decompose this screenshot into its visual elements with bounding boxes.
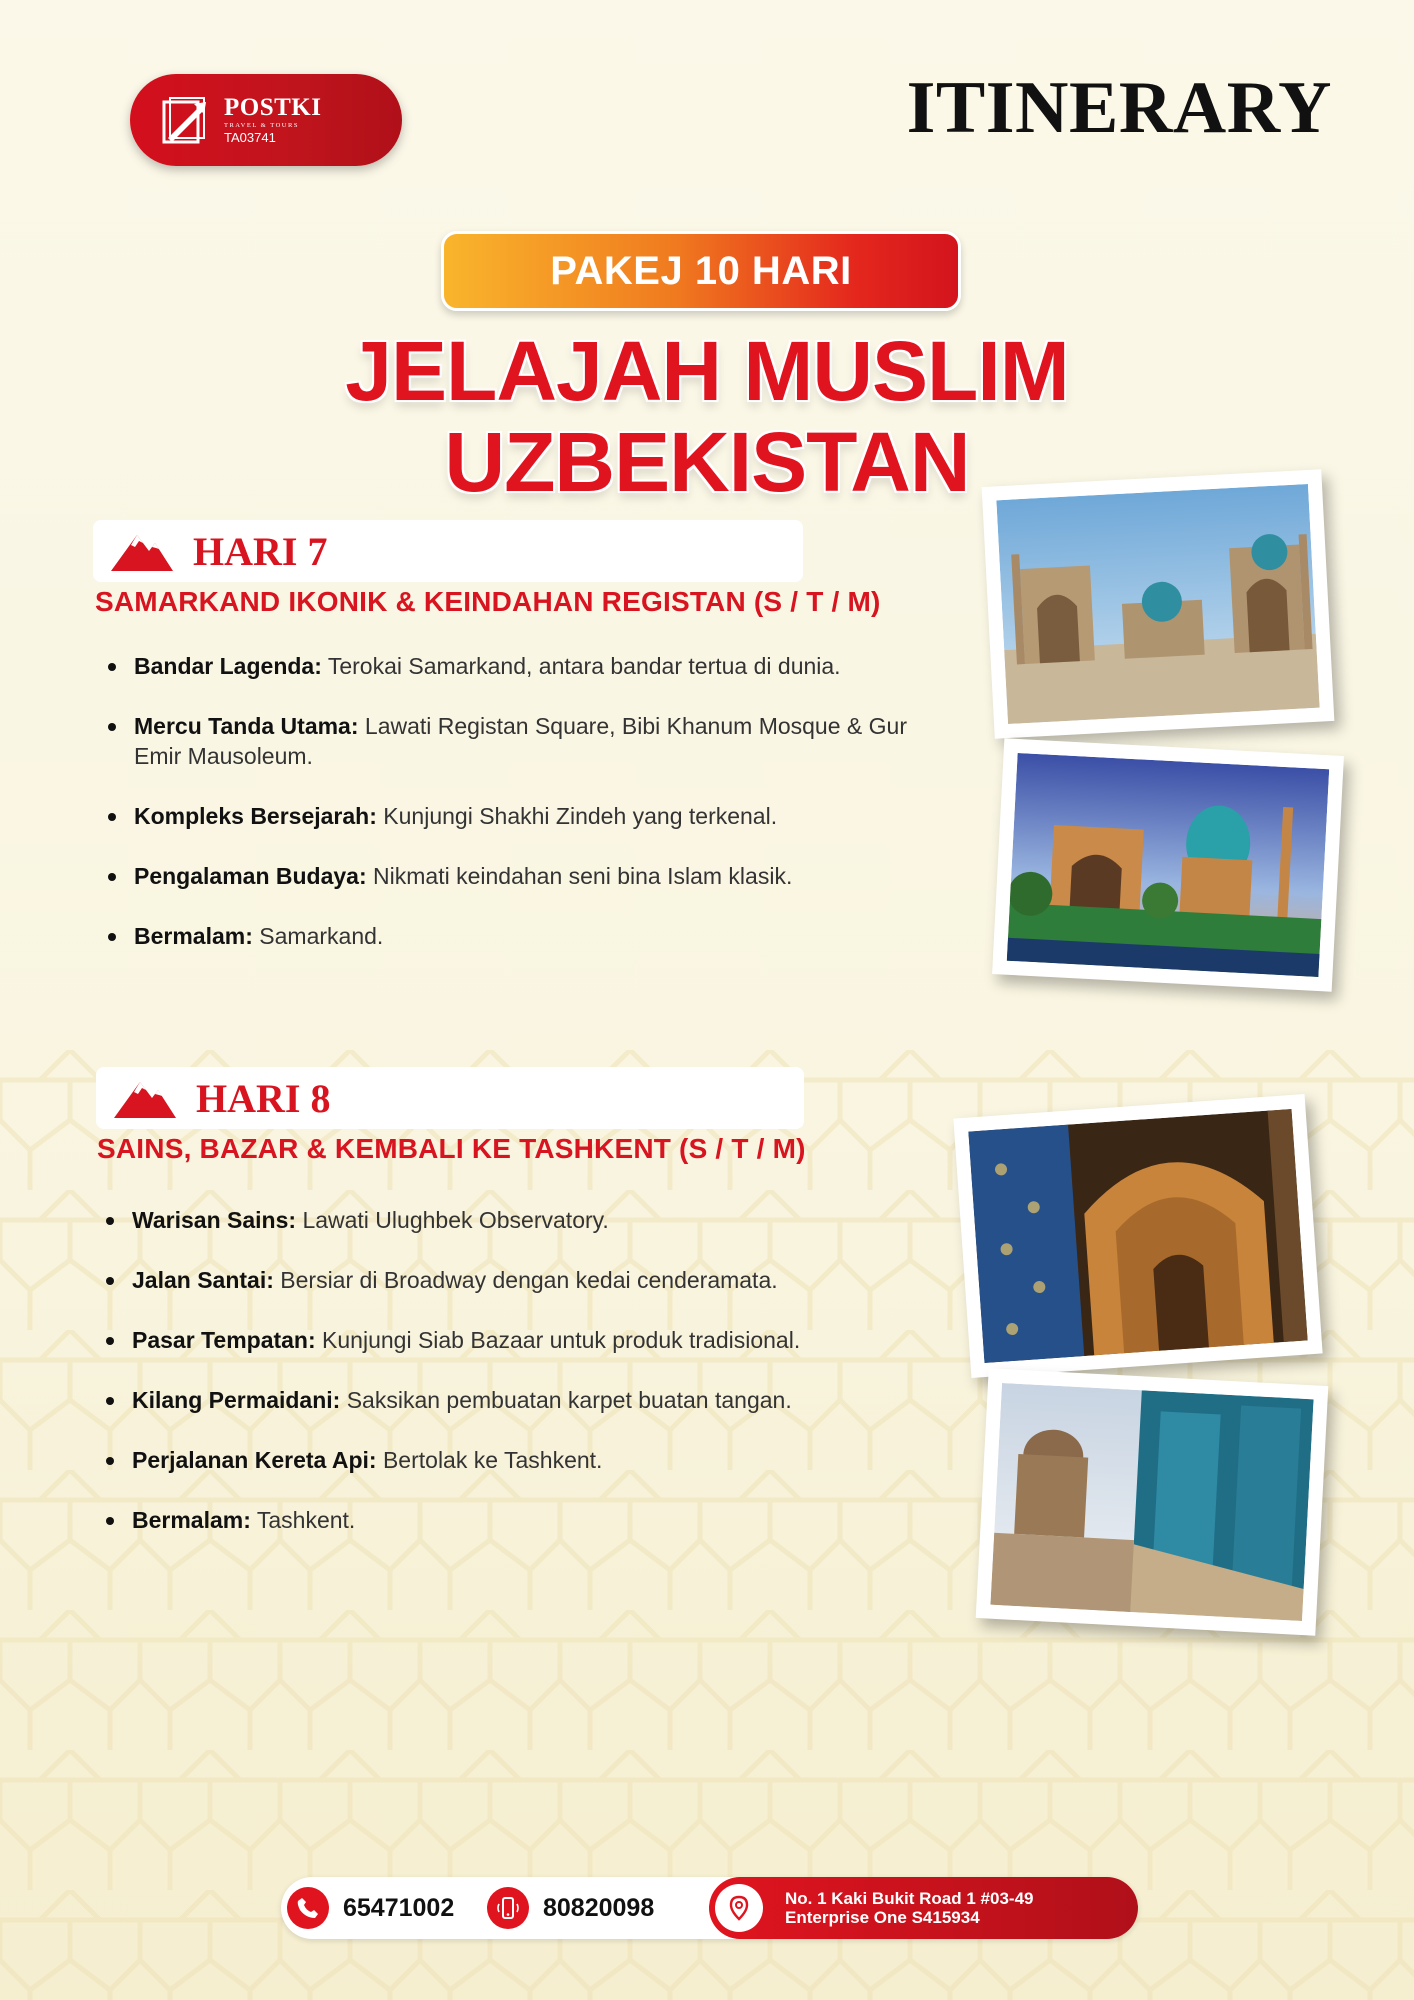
mobile-number: 80820098: [543, 1893, 655, 1922]
list-item: Bermalam: Samarkand.: [104, 921, 904, 951]
page-title: ITINERARY: [906, 67, 1332, 149]
day-7-banner: [93, 520, 803, 582]
list-item: Mercu Tanda Utama: Lawati Registan Square, Bibi Khanum Mosque & Gur Emir Mausoleum.: [104, 711, 924, 771]
photo-registan-square: [982, 469, 1335, 738]
list-item: Perjalanan Kereta Api: Bertolak ke Tashkent.: [102, 1445, 902, 1475]
mobile-phone-icon: [487, 1887, 529, 1929]
list-item: Kompleks Bersejarah: Kunjungi Shakhi Zindeh yang terkenal.: [104, 801, 904, 831]
brand-logo: [130, 74, 402, 166]
contact-bar: [281, 1877, 1138, 1939]
brand-license: TA03741: [224, 129, 276, 145]
logo-plane-icon: [160, 92, 216, 148]
address-line2: Enterprise One S415934: [785, 1908, 980, 1927]
list-item: Pasar Tempatan: Kunjungi Siab Bazaar untuk produk tradisional.: [102, 1325, 902, 1355]
mountain-icon: [112, 1076, 178, 1120]
list-item: Jalan Santai: Bersiar di Broadway dengan kedai cenderamata.: [102, 1265, 902, 1295]
list-item: Pengalaman Budaya: Nikmati keindahan seni bina Islam klasik.: [104, 861, 904, 891]
contact-phone[interactable]: [287, 1877, 454, 1939]
address-line1: No. 1 Kaki Bukit Road 1 #03-49: [785, 1889, 1034, 1908]
package-title-line1: JELAJAH MUSLIM: [345, 324, 1069, 418]
day-8-label: HARI 8: [196, 1075, 331, 1121]
day-8-banner: [96, 1067, 804, 1129]
list-item: Kilang Permaidani: Saksikan pembuatan karpet buatan tangan.: [102, 1385, 902, 1415]
day-7-subtitle: SAMARKAND IKONIK & KEINDAHAN REGISTAN (S / T / M): [95, 586, 881, 617]
mountain-icon: [109, 529, 175, 573]
photo-gur-emir-night: [992, 738, 1344, 991]
list-item: Bandar Lagenda: Terokai Samarkand, antara bandar tertua di dunia.: [104, 651, 884, 681]
package-duration-badge: PAKEJ 10 HARI: [441, 231, 961, 311]
list-item: Bermalam: Tashkent.: [102, 1505, 902, 1535]
phone-number: 65471002: [343, 1893, 455, 1922]
photo-shakhi-zindeh: [976, 1368, 1329, 1635]
phone-icon: [287, 1887, 329, 1929]
day-8-subtitle: SAINS, BAZAR & KEMBALI KE TASHKENT (S / T / M): [97, 1133, 806, 1164]
contact-mobile[interactable]: [487, 1877, 654, 1939]
list-item: Warisan Sains: Lawati Ulughbek Observatory.: [102, 1205, 902, 1235]
brand-tagline: TRAVEL & TOURS: [224, 121, 299, 129]
contact-address[interactable]: [709, 1877, 1138, 1939]
brand-name: POSTKI: [224, 93, 322, 121]
day-8-activity-list: [102, 1205, 902, 1535]
photo-madrasa-interior: [953, 1094, 1322, 1378]
day-7-label: HARI 7: [193, 528, 328, 574]
day-7-activity-list: [104, 651, 907, 951]
location-pin-icon: [715, 1884, 763, 1932]
package-title-line2: UZBEKISTAN: [444, 415, 970, 509]
